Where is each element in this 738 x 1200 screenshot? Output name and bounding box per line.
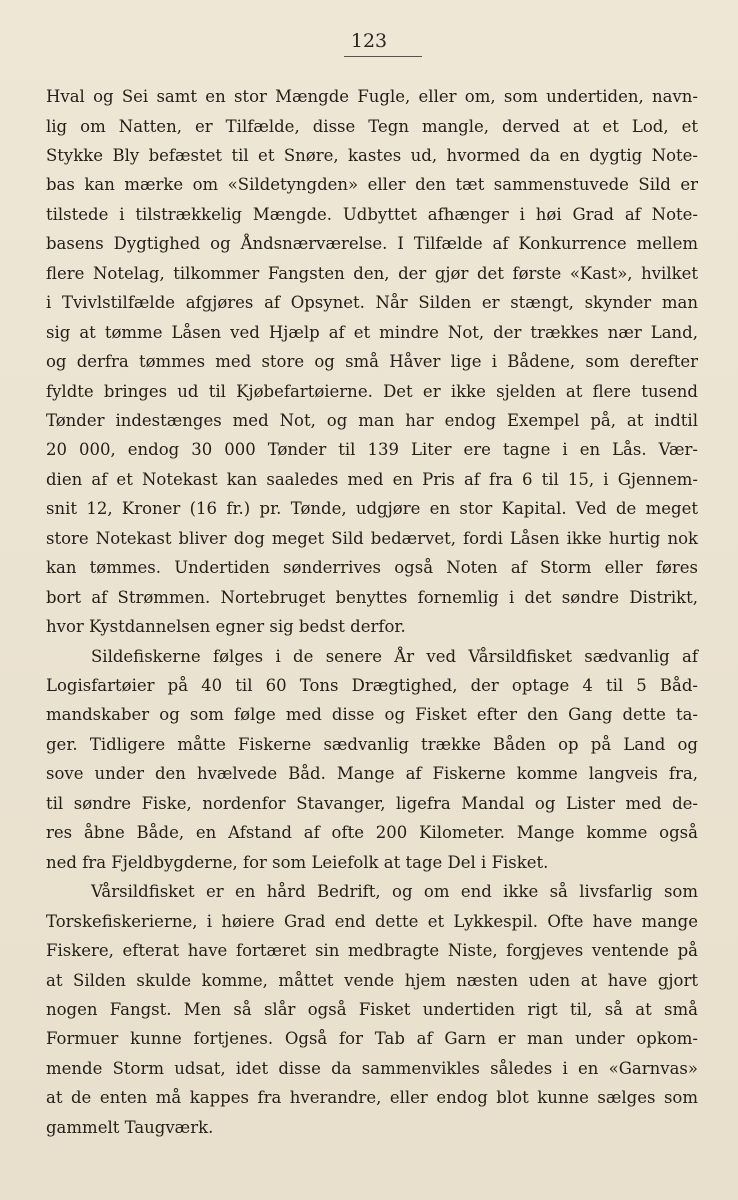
text-line: Tønder indestænges med Not, og man har endog Exempel på, at indtil [46, 410, 698, 430]
text-line: dien af et Notekast kan saaledes med en Pris af fra 6 til 15, i Gjennem- [46, 469, 698, 489]
text-line: Fiskere, efterat have fortæret sin medbragte Niste, forgjeves ventende på [46, 941, 698, 960]
text-line: store Notekast bliver dog meget Sild bedærvet, fordi Låsen ikke hurtig nok [46, 528, 698, 548]
text-line: Vårsildfisket er en hård Bedrift, og om end ikke så livsfarlig som [91, 882, 698, 902]
text-line: lig om Natten, er Tilfælde, disse Tegn mangle, derved at et Lod, et [46, 116, 698, 136]
text-line: Sildefiskerne følges i de senere År ved Vårsildfisket sædvanlig af [91, 646, 698, 666]
text-line: Logisfartøier på 40 til 60 Tons Drægtighed, der optage 4 til 5 Båd- [46, 676, 698, 695]
text-line: 20 000, endog 30 000 Tønder til 139 Liter ere tagne i en Lås. Vær- [46, 440, 698, 460]
text-line: Torskefiskerierne, i høiere Grad end dette et Lykkespil. Ofte have mange [46, 911, 698, 931]
text-line: at Silden skulde komme, måttet vende hjem næsten uden at have gjort [46, 970, 698, 990]
text-line: ned fra Fjeldbygderne, for som Leiefolk at tage Del i Fisket. [46, 852, 549, 872]
text-line: fyldte bringes ud til Kjøbefartøierne. Det er ikke sjelden at flere tusend [46, 381, 698, 401]
page-number: 123 [350, 30, 388, 52]
text-line: bort af Strømmen. Nortebruget benyttes fornemlig i det søndre Distrikt, [46, 587, 698, 607]
text-line: gammelt Taugværk. [46, 1117, 214, 1137]
text-line: bas kan mærke om «Sildetyngden» eller den tæt sammenstuvede Sild er [46, 175, 698, 195]
text-line: ger. Tidligere måtte Fiskerne sædvanlig trække Båden op på Land og [46, 734, 698, 754]
text-line: og derfra tømmes med store og små Håver lige i Bådene, som derefter [46, 352, 698, 372]
text-line: sove under den hvælvede Båd. Mange af Fiskerne komme langveis fra, [46, 764, 698, 784]
text-line: sig at tømme Låsen ved Hjælp af et mindre Not, der trækkes nær Land, [46, 322, 698, 342]
text-line: snit 12, Kroner (16 fr.) pr. Tønde, udgjøre en stor Kapital. Ved de meget [46, 499, 698, 519]
text-line: mandskaber og som følge med disse og Fisket efter den Gang dette ta- [46, 705, 698, 725]
text-line: hvor Kystdannelsen egner sig bedst derfor. [46, 617, 406, 637]
text-line: mende Storm udsat, idet disse da sammenvikles således i en «Garnvas» [46, 1058, 698, 1078]
text-line: kan tømmes. Undertiden sønderrives også Noten af Storm eller føres [46, 558, 698, 578]
text-line: basens Dygtighed og Åndsnærværelse. I Tilfælde af Konkurrence mellem [46, 234, 698, 254]
text-line: i Tvivlstilfælde afgjøres af Opsynet. Når Silden er stængt, skynder man [46, 293, 698, 313]
text-line: Stykke Bly befæstet til et Snøre, kastes ud, hvormed da en dygtig Note- [46, 145, 698, 165]
text-line: tilstede i tilstrækkelig Mængde. Udbyttet afhænger i høi Grad af Note- [46, 204, 698, 224]
text-line: at de enten må kappes fra hverandre, eller endog blot kunne sælges som [46, 1088, 698, 1108]
text-line: til søndre Fiske, nordenfor Stavanger, ligefra Mandal og Lister med de- [46, 793, 698, 813]
text-line: res åbne Både, en Afstand af ofte 200 Kilometer. Mange komme også [46, 823, 698, 843]
text-line: Formuer kunne fortjenes. Også for Tab af Garn er man under opkom- [46, 1029, 698, 1049]
text-line: nogen Fangst. Men så slår også Fisket undertiden rigt til, så at små [46, 999, 698, 1019]
text-line: Hval og Sei samt en stor Mængde Fugle, eller om, som undertiden, navn- [46, 87, 698, 106]
text-line: flere Notelag, tilkommer Fangsten den, der gjør det første «Kast», hvilket [46, 263, 698, 283]
